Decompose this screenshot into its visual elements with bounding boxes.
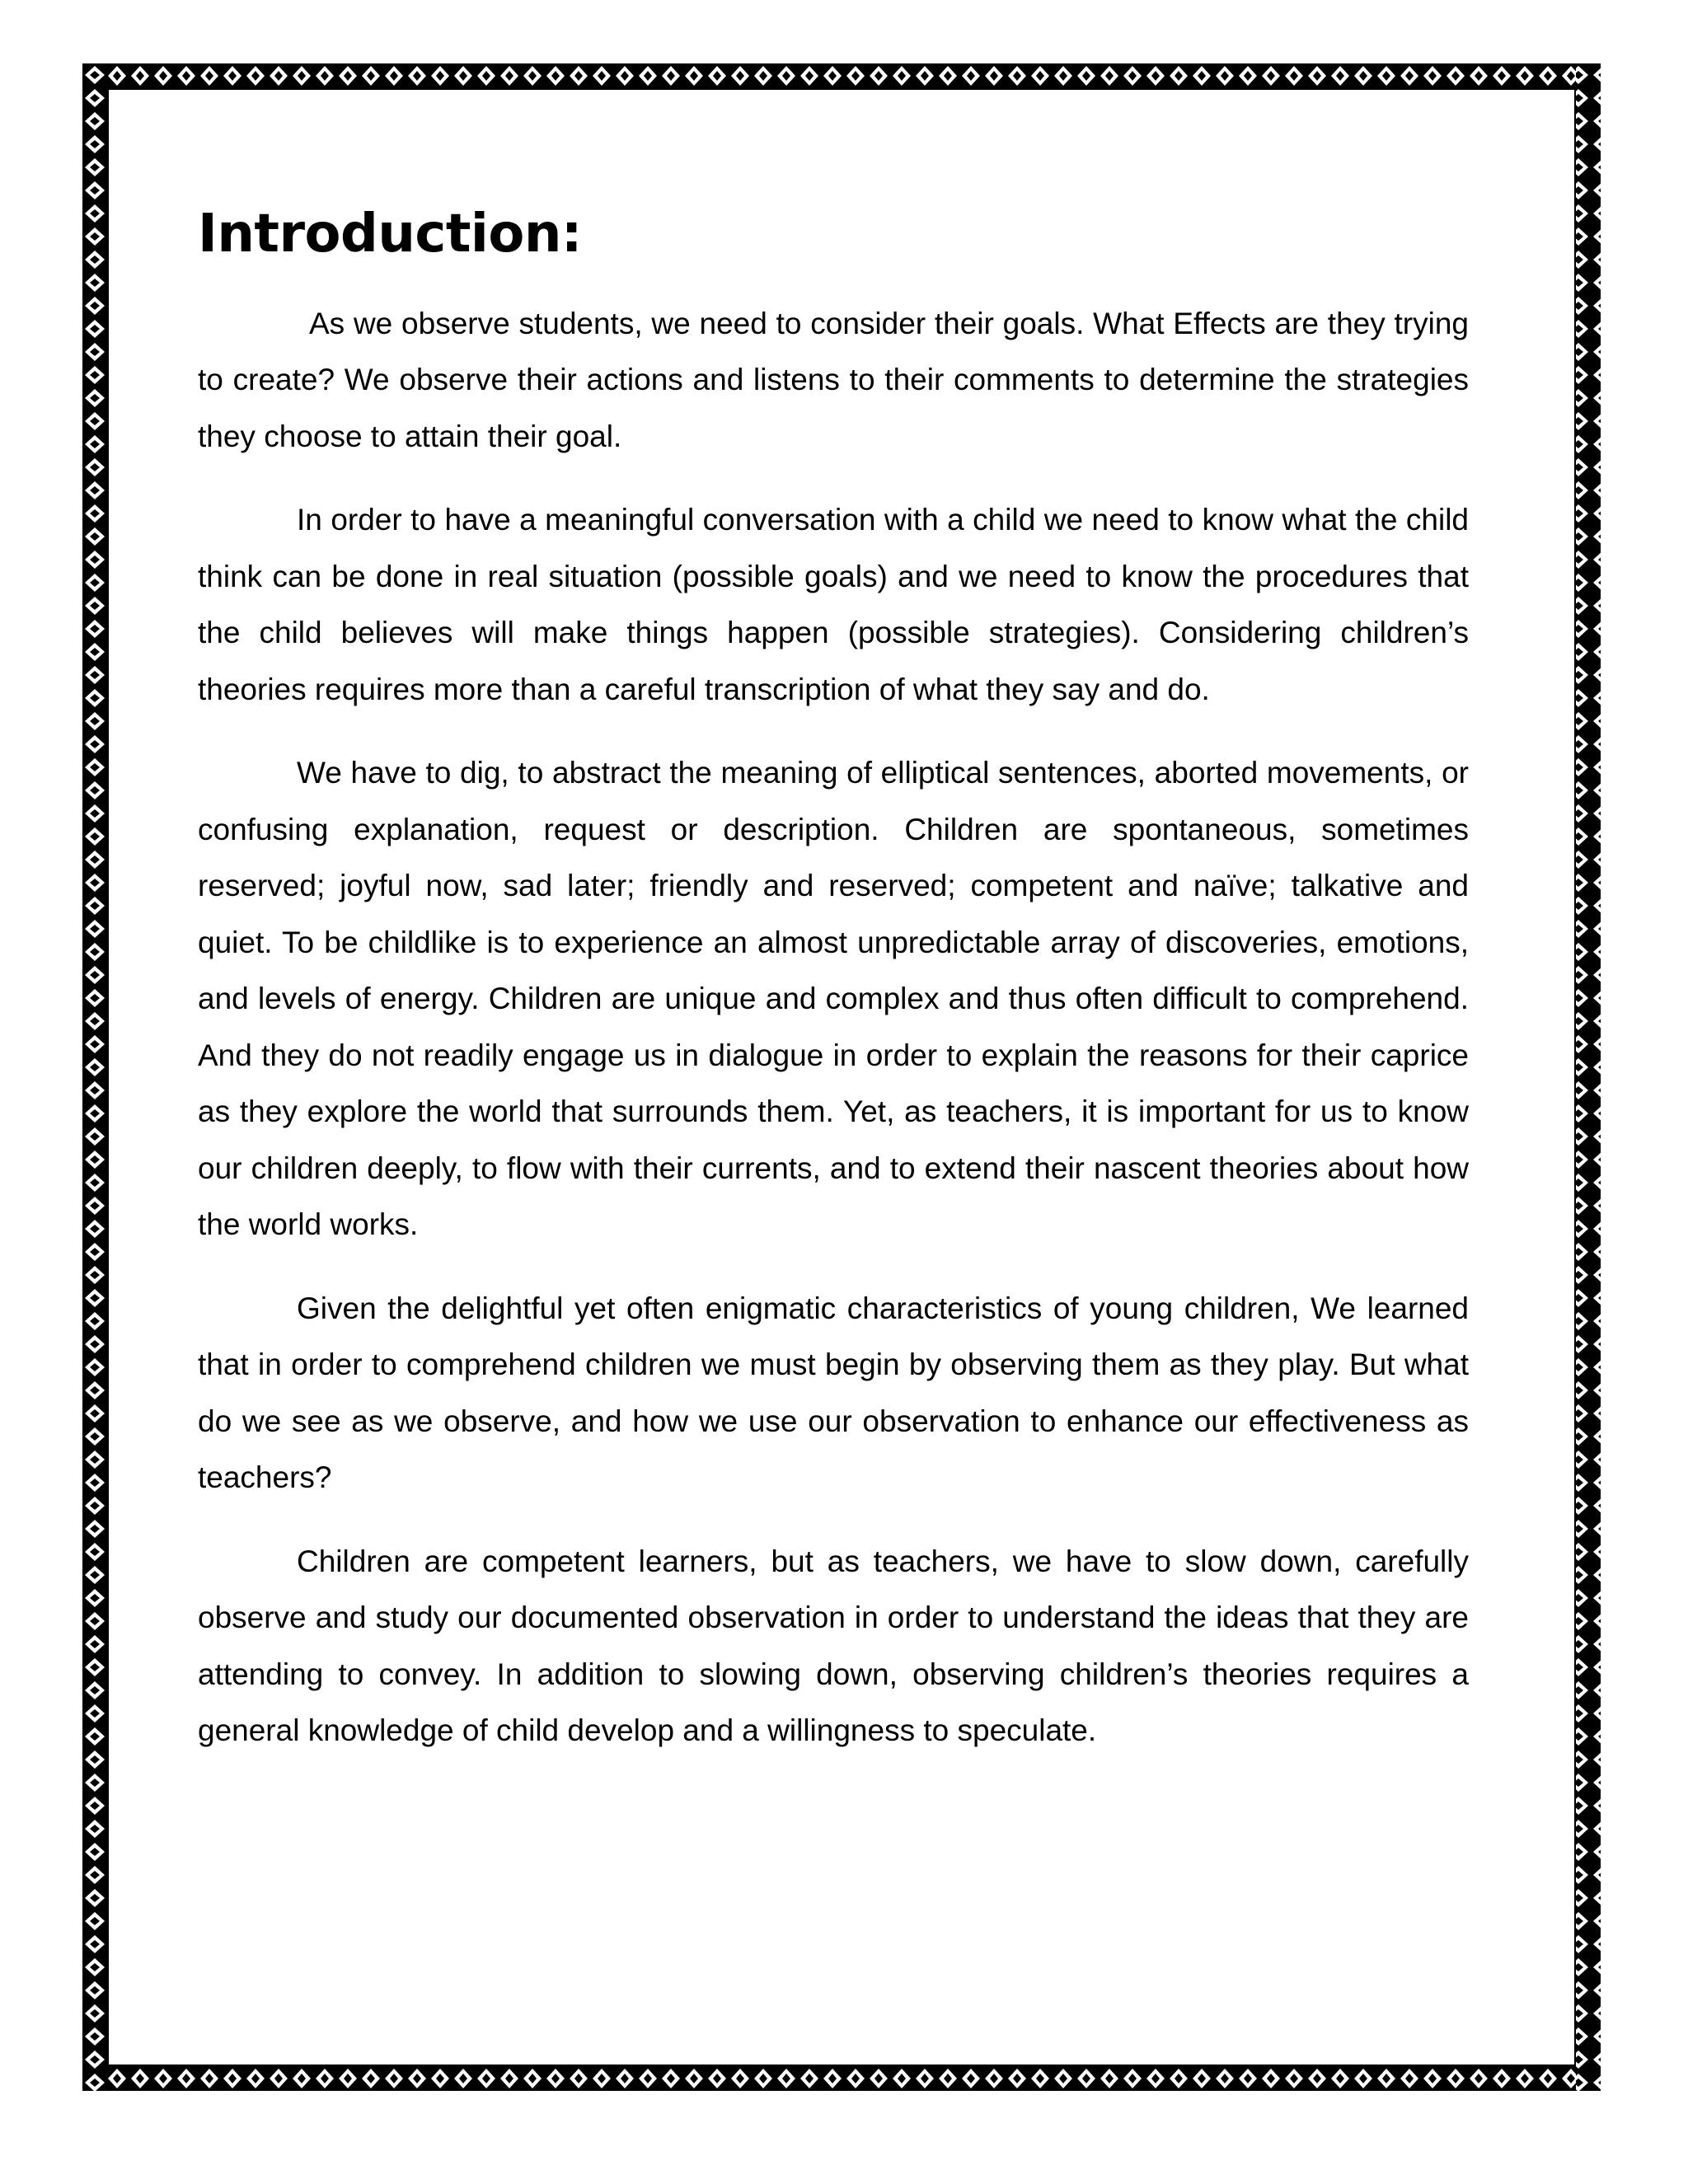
document-body: [198, 190, 1469, 1787]
paragraph-1: As we observe students, we need to consider their goals. What Effects are they trying to create? We observe their actions and listens to their comments to determine the strategies they choose to attain their goal.: [198, 306, 1469, 453]
paragraph-2: In order to have a meaningful conversation with a child we need to know what the child think can be done in real situation (possible goals) and we need to know the procedures that the child believes will make things happen (possible strategies). Considering children’s theories requires more than a careful transcription of what they say and do.: [198, 503, 1469, 706]
paragraph-4: Given the delightful yet often enigmatic characteristics of young children, We learned that in order to comprehend children we must begin by observing them as they play. But what do we see as we observe, and how we use our observation to enhance our effectiveness as teachers?: [198, 1291, 1469, 1495]
page-title: Introduction:: [198, 204, 582, 265]
paragraph-3: We have to dig, to abstract the meaning of elliptical sentences, aborted movements, or confusing explanation, request or description. Children are spontaneous, sometimes reserved; joyful now, sad later; friendly and reserved; competent and naïve; talkative and quiet. To be childlike is to experience an almost unpredictable array of discoveries, emotions, and levels of energy. Children are unique and complex and thus often difficult to comprehend. And they do not readily engage us in dialogue in order to explain the reasons for their caprice as they explore the world that surrounds them. Yet, as teachers, it is important for us to know our children deeply, to flow with their currents, and to extend their nascent theories about how the world works.: [198, 756, 1469, 1242]
paragraph-5: Children are competent learners, but as teachers, we have to slow down, carefully observe and study our documented observation in order to understand the ideas that they are attending to convey. In addition to slowing down, observing children’s theories requires a general knowledge of child develop and a willingness to speculate.: [198, 1544, 1469, 1748]
